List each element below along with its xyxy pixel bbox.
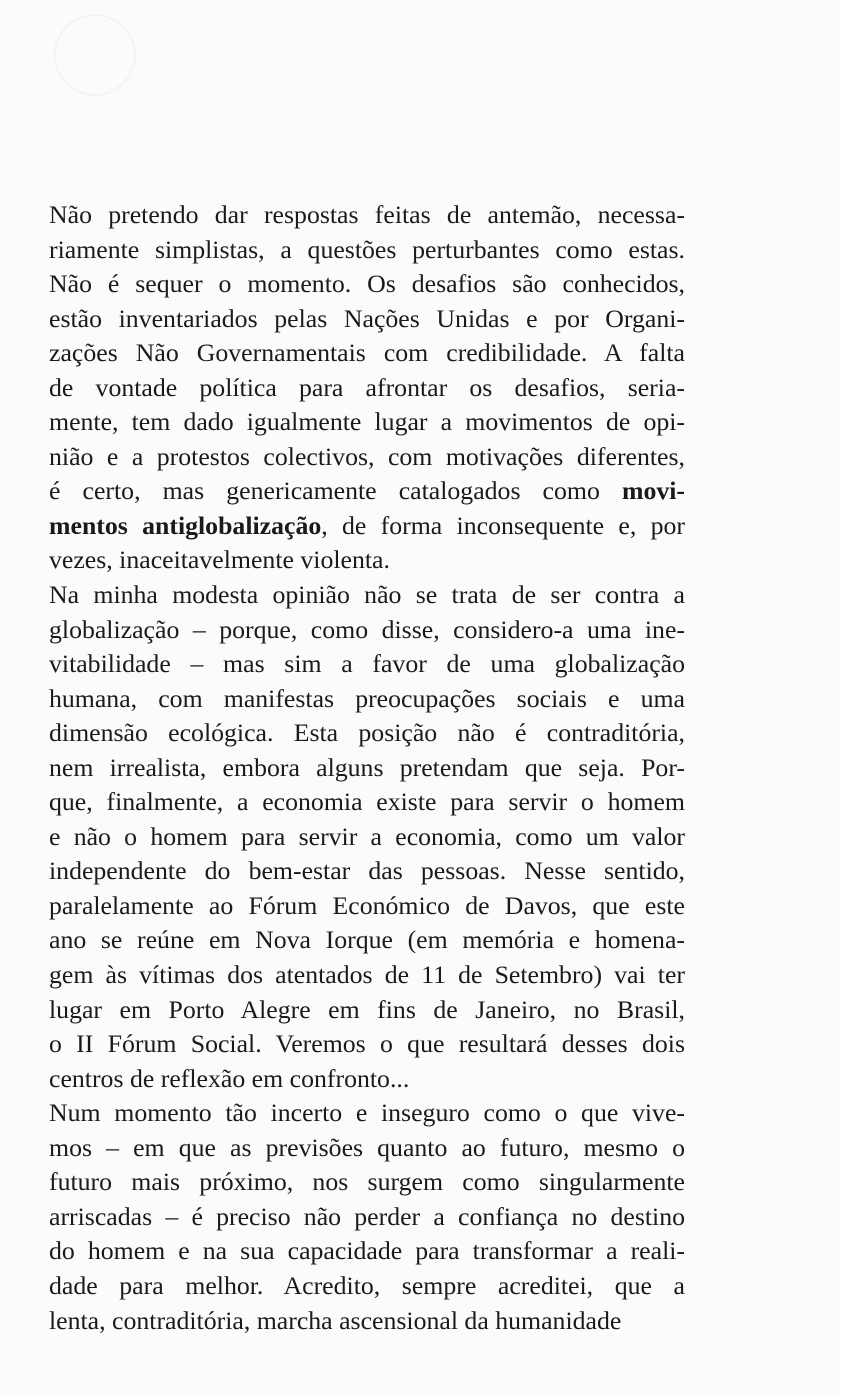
paragraph: [49, 198, 685, 578]
text-line: [49, 405, 685, 440]
text-line: [49, 578, 685, 613]
text-run: vezes, inaceitavelmente violenta.: [49, 545, 390, 575]
text-run: Não é sequer o momento. Os desafios são conhecidos,: [49, 269, 685, 299]
text-line: [49, 474, 685, 509]
text-line: [49, 509, 685, 544]
body-text: [49, 198, 685, 1338]
text-run: lenta, contraditória, marcha ascensional da humanidade: [49, 1305, 622, 1335]
text-run: centros de reflexão em confronto...: [49, 1063, 410, 1093]
text-line: [49, 1165, 685, 1200]
text-line: [49, 1200, 685, 1235]
text-run: humana, com manifestas preocupações sociais e uma: [49, 683, 685, 713]
bold-term: movi-: [621, 476, 685, 506]
text-run: o II Fórum Social. Veremos o que resultará desses dois: [49, 1029, 685, 1059]
text-run: nião e a protestos colectivos, com motivações diferentes,: [49, 441, 685, 471]
text-run: paralelamente ao Fórum Económico de Davos, que este: [49, 890, 685, 920]
text-line: [49, 647, 685, 682]
text-line: [49, 716, 685, 751]
text-line: [49, 854, 685, 889]
text-line: [49, 923, 685, 958]
bold-term: mentos antiglobalização: [49, 510, 322, 540]
text-line: [49, 1027, 685, 1062]
text-run: estão inventariados pelas Nações Unidas e por Organi-: [49, 303, 685, 333]
text-line: [49, 1304, 685, 1339]
text-run: dimensão ecológica. Esta posição não é contraditória,: [49, 718, 685, 748]
text-run: futuro mais próximo, nos surgem como singularmente: [49, 1167, 685, 1197]
text-line: [49, 1131, 685, 1166]
text-run: mos – em que as previsões quanto ao futuro, mesmo o: [49, 1132, 685, 1162]
text-run: e não o homem para servir a economia, como um valor: [49, 821, 685, 851]
text-line: [49, 613, 685, 648]
text-line: [49, 267, 685, 302]
text-run: de vontade política para afrontar os desafios, seria-: [49, 372, 685, 402]
text-run: dade para melhor. Acredito, sempre acreditei, que a: [49, 1270, 685, 1300]
text-line: [49, 1096, 685, 1131]
text-run: zações Não Governamentais com credibilidade. A falta: [49, 338, 685, 368]
text-run: vitabilidade – mas sim a favor de uma globalização: [49, 649, 685, 679]
text-run: Num momento tão incerto e inseguro como o que vive-: [49, 1098, 685, 1128]
text-line: [49, 751, 685, 786]
text-run: lugar em Porto Alegre em fins de Janeiro, no Brasil,: [49, 994, 685, 1024]
text-line: [49, 1062, 685, 1097]
text-line: [49, 198, 685, 233]
text-line: [49, 302, 685, 337]
text-line: [49, 371, 685, 406]
text-line: [49, 958, 685, 993]
text-line: [49, 543, 685, 578]
text-run: Na minha modesta opinião não se trata de ser contra a: [49, 580, 685, 610]
text-run: independente do bem-estar das pessoas. Nesse sentido,: [49, 856, 685, 886]
text-line: [49, 1269, 685, 1304]
text-run: Não pretendo dar respostas feitas de antemão, necessa-: [49, 200, 685, 229]
text-run: mente, tem dado igualmente lugar a movimentos de opi-: [49, 407, 685, 437]
text-run: gem às vítimas dos atentados de 11 de Setembro) vai ter: [49, 960, 685, 990]
text-run: riamente simplistas, a questões perturbantes como estas.: [49, 234, 685, 264]
text-run: é certo, mas genericamente catalogados como: [49, 476, 622, 506]
text-run: globalização – porque, como disse, considero-a uma ine-: [49, 614, 685, 644]
text-run: que, finalmente, a economia existe para servir o homem: [49, 787, 685, 817]
text-run: nem irrealista, embora alguns pretendam que seja. Por-: [49, 752, 685, 782]
text-line: [49, 785, 685, 820]
text-line: [49, 682, 685, 717]
text-run: do homem e na sua capacidade para transformar a reali-: [49, 1236, 685, 1266]
faint-stamp-mark: [30, 0, 160, 120]
paragraph: [49, 1096, 685, 1338]
paragraph: [49, 578, 685, 1096]
text-line: [49, 233, 685, 268]
text-line: [49, 889, 685, 924]
text-line: [49, 336, 685, 371]
text-line: [49, 993, 685, 1028]
text-run: arriscadas – é preciso não perder a confiança no destino: [49, 1201, 685, 1231]
text-run: , de forma inconsequente e, por: [321, 510, 685, 540]
text-line: [49, 1234, 685, 1269]
text-line: [49, 820, 685, 855]
text-run: ano se reúne em Nova Iorque (em memória e homena-: [49, 925, 685, 955]
text-line: [49, 440, 685, 475]
